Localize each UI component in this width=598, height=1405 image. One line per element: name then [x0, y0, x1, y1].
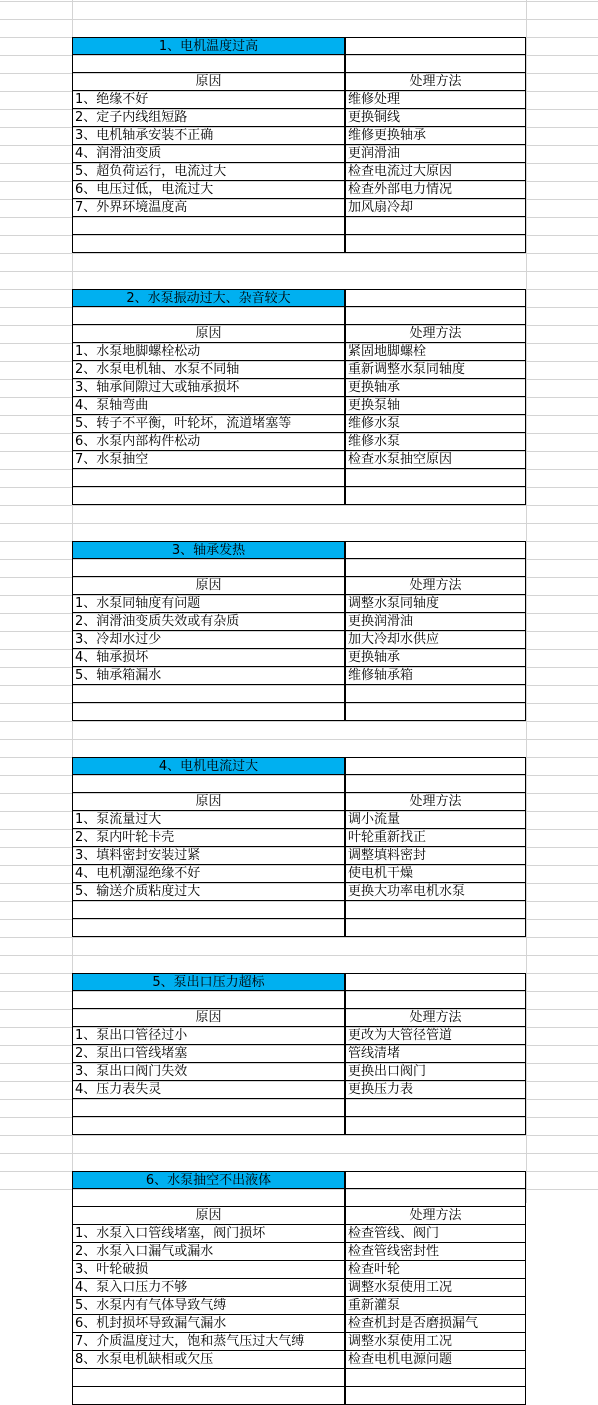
cause-cell[interactable]: 3、泵出口阀门失效: [72, 1063, 345, 1081]
fix-cell[interactable]: 更换出口阀门: [345, 1063, 526, 1081]
fix-cell[interactable]: 检查外部电力情况: [345, 181, 526, 199]
fix-cell[interactable]: 维修处理: [345, 91, 526, 109]
empty-cell[interactable]: [72, 775, 345, 793]
fix-cell[interactable]: 加风扇冷却: [345, 199, 526, 217]
empty-cell[interactable]: [345, 1387, 526, 1405]
cause-cell[interactable]: 4、润滑油变质: [72, 145, 345, 163]
empty-cell[interactable]: [345, 685, 526, 703]
section-title[interactable]: 2、水泵振动过大、杂音较大: [72, 289, 345, 307]
cause-column-header[interactable]: 原因: [72, 1207, 345, 1225]
cause-cell[interactable]: 5、水泵内有气体导致气缚: [72, 1297, 345, 1315]
fix-cell[interactable]: 叶轮重新找正: [345, 829, 526, 847]
section-title[interactable]: 5、泵出口压力超标: [72, 973, 345, 991]
fix-cell[interactable]: 调小流量: [345, 811, 526, 829]
empty-cell[interactable]: [345, 487, 526, 505]
empty-cell[interactable]: [72, 1369, 345, 1387]
empty-cell[interactable]: [345, 217, 526, 235]
fix-cell[interactable]: 调整水泵同轴度: [345, 595, 526, 613]
fix-cell[interactable]: 调整水泵使用工况: [345, 1333, 526, 1351]
fix-cell[interactable]: 紧固地脚螺栓: [345, 343, 526, 361]
fix-column-header[interactable]: 处理方法: [345, 325, 526, 343]
fix-cell[interactable]: 重新灌泵: [345, 1297, 526, 1315]
empty-cell[interactable]: [72, 1189, 345, 1207]
fix-cell[interactable]: 使电机干燥: [345, 865, 526, 883]
cause-cell[interactable]: 3、填料密封安装过紧: [72, 847, 345, 865]
fix-cell[interactable]: 检查机封是否磨损漏气: [345, 1315, 526, 1333]
cause-cell[interactable]: 4、压力表失灵: [72, 1081, 345, 1099]
fix-cell[interactable]: 检查电机电源问题: [345, 1351, 526, 1369]
cause-cell[interactable]: 8、水泵电机缺相或欠压: [72, 1351, 345, 1369]
cause-cell[interactable]: 1、水泵同轴度有问题: [72, 595, 345, 613]
empty-cell[interactable]: [72, 1117, 345, 1135]
fix-cell[interactable]: 维修轴承箱: [345, 667, 526, 685]
cause-cell[interactable]: 4、电机潮湿绝缘不好: [72, 865, 345, 883]
fix-cell[interactable]: 加大冷却水供应: [345, 631, 526, 649]
empty-cell[interactable]: [345, 469, 526, 487]
empty-cell[interactable]: [72, 469, 345, 487]
cause-cell[interactable]: 1、绝缘不好: [72, 91, 345, 109]
empty-cell[interactable]: [72, 685, 345, 703]
cause-cell[interactable]: 2、泵内叶轮卡壳: [72, 829, 345, 847]
empty-cell[interactable]: [72, 703, 345, 721]
empty-cell[interactable]: [72, 235, 345, 253]
empty-cell[interactable]: [345, 1099, 526, 1117]
cause-cell[interactable]: 4、泵入口压力不够: [72, 1279, 345, 1297]
cause-cell[interactable]: 1、泵出口管径过小: [72, 1027, 345, 1045]
cause-cell[interactable]: 6、电压过低，电流过大: [72, 181, 345, 199]
empty-cell[interactable]: [72, 559, 345, 577]
fix-cell[interactable]: 更换压力表: [345, 1081, 526, 1099]
empty-cell[interactable]: [345, 1117, 526, 1135]
section-title-blank[interactable]: [345, 37, 526, 55]
empty-cell[interactable]: [345, 55, 526, 73]
cause-column-header[interactable]: 原因: [72, 793, 345, 811]
empty-cell[interactable]: [72, 1099, 345, 1117]
section-title-blank[interactable]: [345, 1171, 526, 1189]
empty-cell[interactable]: [72, 901, 345, 919]
fix-cell[interactable]: 检查管线密封性: [345, 1243, 526, 1261]
cause-cell[interactable]: 4、轴承损坏: [72, 649, 345, 667]
fix-column-header[interactable]: 处理方法: [345, 73, 526, 91]
fix-cell[interactable]: 维修水泵: [345, 415, 526, 433]
cause-cell[interactable]: 3、叶轮破损: [72, 1261, 345, 1279]
cause-cell[interactable]: 3、电机轴承安装不正确: [72, 127, 345, 145]
cause-cell[interactable]: 2、水泵电机轴、水泵不同轴: [72, 361, 345, 379]
fix-cell[interactable]: 更润滑油: [345, 145, 526, 163]
cause-cell[interactable]: 5、转子不平衡，叶轮坏，流道堵塞等: [72, 415, 345, 433]
fix-cell[interactable]: 更换泵轴: [345, 397, 526, 415]
empty-cell[interactable]: [345, 901, 526, 919]
cause-column-header[interactable]: 原因: [72, 577, 345, 595]
cause-cell[interactable]: 1、泵流量过大: [72, 811, 345, 829]
cause-cell[interactable]: 6、水泵内部构件松动: [72, 433, 345, 451]
empty-cell[interactable]: [72, 55, 345, 73]
empty-cell[interactable]: [72, 307, 345, 325]
section-title[interactable]: 6、水泵抽空不出液体: [72, 1171, 345, 1189]
fix-cell[interactable]: 重新调整水泵同轴度: [345, 361, 526, 379]
section-title[interactable]: 4、电机电流过大: [72, 757, 345, 775]
empty-cell[interactable]: [345, 559, 526, 577]
empty-cell[interactable]: [72, 919, 345, 937]
fix-cell[interactable]: 更换大功率电机水泵: [345, 883, 526, 901]
empty-cell[interactable]: [345, 919, 526, 937]
fix-column-header[interactable]: 处理方法: [345, 793, 526, 811]
cause-cell[interactable]: 2、定子内线组短路: [72, 109, 345, 127]
section-title-blank[interactable]: [345, 973, 526, 991]
section-title[interactable]: 3、轴承发热: [72, 541, 345, 559]
cause-cell[interactable]: 3、轴承间隙过大或轴承损坏: [72, 379, 345, 397]
cause-cell[interactable]: 4、泵轴弯曲: [72, 397, 345, 415]
fix-cell[interactable]: 检查管线、阀门: [345, 1225, 526, 1243]
fix-cell[interactable]: 更换铜线: [345, 109, 526, 127]
empty-cell[interactable]: [72, 1387, 345, 1405]
cause-cell[interactable]: 5、超负荷运行，电流过大: [72, 163, 345, 181]
section-title-blank[interactable]: [345, 541, 526, 559]
cause-column-header[interactable]: 原因: [72, 1009, 345, 1027]
section-title-blank[interactable]: [345, 289, 526, 307]
empty-cell[interactable]: [72, 991, 345, 1009]
empty-cell[interactable]: [345, 1369, 526, 1387]
fix-cell[interactable]: 维修水泵: [345, 433, 526, 451]
fix-cell[interactable]: 管线清堵: [345, 1045, 526, 1063]
cause-cell[interactable]: 6、机封损坏导致漏气漏水: [72, 1315, 345, 1333]
empty-cell[interactable]: [345, 235, 526, 253]
fix-cell[interactable]: 维修更换轴承: [345, 127, 526, 145]
cause-cell[interactable]: 2、泵出口管线堵塞: [72, 1045, 345, 1063]
cause-cell[interactable]: 1、水泵地脚螺栓松动: [72, 343, 345, 361]
cause-cell[interactable]: 1、水泵入口管线堵塞，阀门损坏: [72, 1225, 345, 1243]
cause-cell[interactable]: 5、轴承箱漏水: [72, 667, 345, 685]
empty-cell[interactable]: [345, 1189, 526, 1207]
cause-cell[interactable]: 5、输送介质粘度过大: [72, 883, 345, 901]
cause-cell[interactable]: 7、介质温度过大，饱和蒸气压过大气缚: [72, 1333, 345, 1351]
fix-column-header[interactable]: 处理方法: [345, 1207, 526, 1225]
cause-cell[interactable]: 7、外界环境温度高: [72, 199, 345, 217]
cause-cell[interactable]: 7、水泵抽空: [72, 451, 345, 469]
fix-cell[interactable]: 更换润滑油: [345, 613, 526, 631]
empty-cell[interactable]: [72, 487, 345, 505]
fix-cell[interactable]: 检查水泵抽空原因: [345, 451, 526, 469]
fix-cell[interactable]: 检查电流过大原因: [345, 163, 526, 181]
fix-column-header[interactable]: 处理方法: [345, 1009, 526, 1027]
section-title[interactable]: 1、电机温度过高: [72, 37, 345, 55]
cause-column-header[interactable]: 原因: [72, 73, 345, 91]
fix-cell[interactable]: 检查叶轮: [345, 1261, 526, 1279]
empty-cell[interactable]: [345, 991, 526, 1009]
fix-cell[interactable]: 调整填料密封: [345, 847, 526, 865]
empty-cell[interactable]: [345, 703, 526, 721]
cause-column-header[interactable]: 原因: [72, 325, 345, 343]
cause-cell[interactable]: 3、冷却水过少: [72, 631, 345, 649]
section-title-blank[interactable]: [345, 757, 526, 775]
empty-cell[interactable]: [345, 775, 526, 793]
cause-cell[interactable]: 2、润滑油变质失效或有杂质: [72, 613, 345, 631]
fix-cell[interactable]: 更换轴承: [345, 649, 526, 667]
fix-cell[interactable]: 调整水泵使用工况: [345, 1279, 526, 1297]
fix-cell[interactable]: 更改为大管径管道: [345, 1027, 526, 1045]
empty-cell[interactable]: [345, 307, 526, 325]
fix-cell[interactable]: 更换轴承: [345, 379, 526, 397]
fix-column-header[interactable]: 处理方法: [345, 577, 526, 595]
empty-cell[interactable]: [72, 217, 345, 235]
cause-cell[interactable]: 2、水泵入口漏气或漏水: [72, 1243, 345, 1261]
